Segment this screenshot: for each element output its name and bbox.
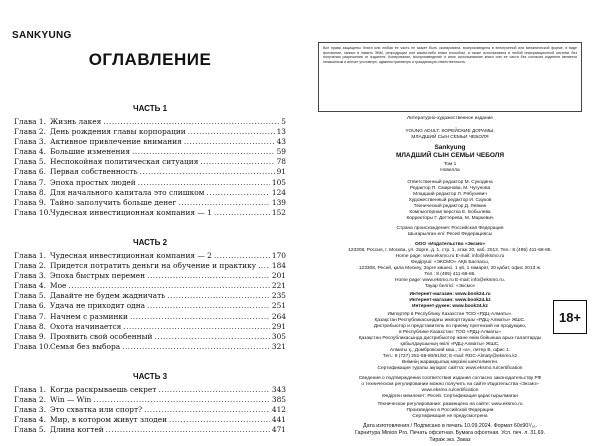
page-number: 124 [271, 187, 286, 197]
age-rating-badge: 18+ [553, 300, 587, 334]
page-number: 139 [271, 197, 286, 207]
dot-leader [139, 167, 274, 177]
chapter-label: Глава 3. [14, 405, 46, 415]
page-number: 305 [271, 331, 286, 341]
chapter-label: Глава 4. [14, 147, 46, 157]
credit-line: Корректоры Г. Деттерева, М. Маркевич [406, 216, 494, 221]
page-number: 201 [271, 271, 286, 281]
toc-entry [14, 198, 286, 208]
chapter-label: Глава 5. [14, 291, 46, 301]
chapter-title: Неспокойная политическая ситуация [50, 157, 199, 167]
dot-leader [184, 137, 275, 147]
chapter-title: Активное привлечение внимания [50, 137, 182, 147]
dot-leader [147, 271, 270, 281]
dot-leader [167, 291, 270, 301]
dot-leader [147, 301, 270, 311]
publisher-line: Home page: www.eksmo.ru E-mail: info@eksmo.ru [395, 254, 505, 259]
dot-leader [144, 405, 270, 415]
chapter-label: Глава 7. [14, 311, 46, 321]
dot-leader [68, 281, 269, 291]
toc-entry [14, 188, 286, 198]
chapter-title: Эпоха быстрых перемен [50, 271, 146, 281]
publisher-name: ООО «Издательство «Эксмо» [414, 242, 486, 247]
dot-leader [122, 342, 270, 352]
chapter-title: Семья без выбора [50, 341, 121, 351]
page-number: 105 [271, 177, 286, 187]
toc-entry [14, 127, 286, 137]
page-number: 385 [271, 395, 286, 405]
publisher-line: Home page: www.eksmo.ru E-mail: info@eksmo.ru. [395, 278, 505, 283]
toc-entry [14, 157, 286, 167]
chapter-title: Охота начинается [50, 321, 122, 331]
chapter-title: Win — Win [50, 395, 92, 405]
page-number: 291 [271, 321, 286, 331]
chapter-title: Большие изменения [50, 147, 131, 157]
toc-entry [14, 208, 286, 218]
publisher-line: Тел.: 8 (495) 411-68-86. [424, 272, 476, 277]
chapter-label: Глава 8. [14, 321, 46, 331]
certification-line: Өндірген мемлекет: Ресей. Сертификация қарастырылмаған [381, 394, 519, 399]
part-3-heading: ЧАСТЬ 3 [132, 372, 168, 381]
dot-leader [130, 312, 270, 322]
toc-entry [14, 271, 286, 281]
form-line: Новелла [440, 168, 460, 173]
publisher-line: 123308, Россия, г. Москва, ул. Зорге, д. 1, стр. 1, этаж 20, каб. 2013. Тел.: 8 (495) 411-68-86. [348, 248, 552, 253]
chapter-title: Чудесная инвестиционная компания — 1 [50, 207, 212, 217]
page-number: 59 [276, 147, 286, 157]
credit-line: Ответственный редактор М. Сукодина [407, 180, 493, 185]
page-number: 412 [271, 405, 286, 415]
dot-leader [178, 198, 269, 208]
page-number: 471 [271, 425, 286, 435]
toc-entry [14, 117, 286, 127]
toc-entry [14, 167, 286, 177]
chapter-label: Глава 4. [14, 281, 46, 291]
chapter-title: Мое [50, 281, 67, 291]
toc-entry [14, 301, 286, 311]
toc-entry [14, 137, 286, 147]
chapter-title: Придется потратить деньги на обучение и практику [50, 261, 257, 271]
author-header: SANKYUNG [12, 30, 72, 41]
chapter-label: Глава 5. [14, 425, 46, 435]
credit-line: Компьютерная верстка Е. Бобылева [409, 210, 491, 215]
publisher-line: 123308, Ресей, қала Мәскеу, Зорге көшесі, 1 үй, 1 ғимарат, 20 қабат, офис 2013 ж. [358, 266, 542, 271]
chapter-label: Глава 9. [14, 331, 46, 341]
chapter-label: Глава 4. [14, 415, 46, 425]
series-line-2: МЛАДШИЙ СЫН СЕМЬИ ЧЕБОЛЯ [411, 135, 489, 140]
print-details-3: Тираж экз. Заказ [429, 437, 471, 443]
dot-leader [103, 117, 279, 127]
chapter-title: Когда раскрываешь секрет [50, 385, 157, 394]
dot-leader [123, 322, 270, 332]
toc-entry [14, 385, 286, 395]
page-number: 78 [276, 157, 286, 167]
distributor-line: Сертификация туралы ақпарат сайтта: www.eksmo.ru/certification [377, 366, 523, 371]
distributor-line: Алматы қ., Домбровский көш., 3 «а», литер Б, офис 1. [389, 348, 511, 353]
chapter-title: Давайте не будем жадничать [50, 291, 166, 301]
page-number: 152 [271, 207, 286, 217]
distributor-line: Қазақстан Республикасындағы импорттаушы «РДЦ-Алматы» ЖШС. [374, 318, 526, 323]
page-number: 170 [271, 251, 286, 260]
print-details-1: Дата изготовления / Подписано в печать 10.09.2024. Формат 60x90¹/₁₆. [363, 423, 537, 429]
page-number: 235 [271, 291, 286, 301]
distributor-line: Дистрибьютор и представитель по приему претензий на продукцию, [373, 324, 527, 329]
toc-entry [14, 312, 286, 322]
chapter-title: Длина когтей [50, 425, 104, 435]
chapter-title: Для начального капитала это слишком [50, 187, 205, 197]
series-line-1: YOUNG ADULT. КОРЕЙСКИЕ ДОРАМЫ. [405, 129, 495, 134]
part-2-heading: ЧАСТЬ 2 [132, 238, 168, 247]
web-store-line: Интернет-магазин: www.book24.ru [409, 292, 491, 297]
part-1-heading: ЧАСТЬ 1 [132, 104, 168, 113]
chapter-title: Начнем с разминки [50, 311, 128, 321]
toc-title: ОГЛАВЛЕНИЕ [88, 50, 212, 69]
chapter-label: Глава 3. [14, 137, 46, 147]
tech-line: Сертификация не предусмотрена [412, 414, 488, 419]
dot-leader [169, 415, 270, 425]
web-store-line: Интернет-магазин: www.book24.kz [409, 298, 491, 303]
distributor-line: Импортёр в Республику Казахстан ТОО «РДЦ-Алматы». [387, 312, 513, 317]
genre-line: Литературно-художественное издание [407, 116, 493, 121]
toc-entry [14, 261, 286, 271]
chapter-label: Глава 9. [14, 197, 46, 207]
page-number: 251 [271, 301, 286, 311]
credit-line: Технический редактор Д. Левкин [413, 204, 487, 209]
publisher-line: Өндіруші: «ЭКСМО» АҚБ Баспасы, [411, 260, 489, 265]
page-number: 5 [281, 117, 286, 126]
page-number: 13 [276, 127, 286, 137]
page-number: 43 [276, 137, 286, 147]
toc-entry [14, 332, 286, 342]
credit-line: Младший редактор Л. Рябухевич [413, 192, 487, 197]
chapter-label: Глава 2. [14, 395, 46, 405]
chapter-title: Чудесная инвестиционная компания — 2 [50, 251, 212, 260]
page-number: 184 [271, 261, 286, 271]
part-1-list [14, 117, 286, 218]
chapter-label: Глава 5. [14, 157, 46, 167]
toc-entry [14, 147, 286, 157]
chapter-title: Это схватка или спорт? [50, 405, 143, 415]
dot-leader [214, 251, 270, 261]
certification-line: Сведения о подтверждении соответствия издания согласно законодательству РФ [358, 376, 542, 381]
tech-line: Техническое регулирование: размещено на сайте: www.eksmo.ru [377, 402, 523, 407]
dot-leader [214, 208, 270, 218]
toc-entry [14, 251, 286, 261]
part-2-list [14, 251, 286, 352]
dot-leader [154, 332, 270, 342]
origin-kz-line: Шығарылған елі: Ресей Федерациясы [407, 232, 493, 237]
page-number: 91 [276, 167, 286, 177]
dot-leader [106, 425, 270, 435]
toc-entry [14, 291, 286, 301]
toc-entry [14, 415, 286, 425]
toc-entry [14, 281, 286, 291]
page-number: 343 [271, 385, 286, 394]
chapter-label: Глава 6. [14, 167, 46, 177]
certification-line: www.eksmo.ru/certification [421, 388, 479, 393]
chapter-title: Удача не приходит одна [50, 301, 146, 311]
chapter-label: Глава 7. [14, 177, 46, 187]
chapter-label: Глава 1. [14, 117, 46, 126]
chapter-label: Глава 2. [14, 261, 46, 271]
chapter-label: Глава 6. [14, 301, 46, 311]
dot-leader [138, 178, 270, 188]
page-number: 221 [271, 281, 286, 291]
dot-leader [158, 385, 270, 395]
dot-leader [200, 157, 274, 167]
certification-line: о техническом регулировании можно получить на сайте Издательства «Эксмо» [361, 382, 539, 387]
credit-line: Редактор П. Смирнова, М. Чугунова [409, 186, 491, 191]
chapter-title: Мир, в котором живут злодеи [50, 415, 168, 425]
chapter-title: Проявить свой особенный [50, 331, 153, 341]
imprint-author: Sankyung [434, 144, 466, 151]
dot-leader [93, 395, 270, 405]
chapter-title: Эпоха простых людей [50, 177, 136, 187]
tech-line: Произведено в Российской Федерации [406, 408, 494, 413]
chapter-label: Глава 1. [14, 385, 46, 394]
distributor-line: қабылдаушының өкілі «РДЦ-Алматы» ЖШС, [400, 342, 500, 347]
chapter-label: Глава 1. [14, 251, 46, 260]
credit-line: Художественный редактор И. Сауков [408, 198, 492, 203]
dot-leader [206, 188, 269, 198]
distributor-line: Қазақстан Республикасында дистрибьютор және өнім бойынша арыз-талаптарды [358, 336, 542, 341]
dot-leader [188, 127, 275, 137]
chapter-label: Глава 10. [14, 341, 51, 351]
toc-entry [14, 405, 286, 415]
distributor-line: Тел.: 8 (727) 251-59-90/91/92; E-mail: RDC-Almaty@eksmo.kz [382, 354, 518, 359]
print-details-2: Гарнитура Minion Pro. Печать офсетная. Бумага офсетная. Усл. печ. л. 31,69. [354, 430, 546, 436]
distributor-line: в Республике Казахстан: ТОО «РДЦ-Алматы» [399, 330, 501, 335]
copyright-notice-text: Все права защищены. Книга или любая ее часть не может быть скопирована, воспроизведена в электронной или механической форме, в виде фотокопии, записи в память ЭВМ, репродукции или каким-либо иным способом, а также использована в любой информационной системе без получения разрешения от издателя. Копирование, воспроизведение и иное использование книги или ее части без согласия издателя является незаконным и влечет уголовную, административную и гражданскую ответственность. [323, 46, 577, 64]
page-number: 321 [271, 341, 286, 351]
chapter-label: Глава 3. [14, 271, 46, 281]
dot-leader [132, 147, 275, 157]
toc-entry [14, 425, 286, 435]
distributor-line: Өнімнің жарамдылық мерзімі шектелмеген. [401, 360, 499, 365]
publisher-line: Тауар белгісі: «Эксмо» [424, 284, 476, 289]
dot-leader [258, 261, 270, 271]
page-number: 441 [271, 415, 286, 425]
volume-line: Том 1 [443, 162, 457, 167]
part-3-list [14, 385, 286, 435]
chapter-title: Жизнь лакея [50, 117, 102, 126]
toc-entry [14, 322, 286, 332]
copyright-notice-box [318, 42, 582, 112]
toc-entry [14, 342, 286, 352]
chapter-title: Первая собственность [50, 167, 138, 177]
imprint-book-title: МЛАДШИЙ СЫН СЕМЬИ ЧЕБОЛЯ [395, 152, 505, 159]
origin-line: Страна происхождения: Российская Федерация [396, 226, 504, 231]
chapter-label: Глава 2. [14, 127, 46, 137]
chapter-title: День рождения главы корпорации [50, 127, 186, 137]
chapter-label: Глава 10. [14, 207, 51, 217]
web-store-line: Интернет-дүкен: www.book24.kz [412, 304, 488, 309]
page-number: 264 [271, 311, 286, 321]
toc-entry [14, 178, 286, 188]
chapter-label: Глава 8. [14, 187, 46, 197]
toc-entry [14, 395, 286, 405]
chapter-title: Тайно заполучить больше денег [50, 197, 177, 207]
